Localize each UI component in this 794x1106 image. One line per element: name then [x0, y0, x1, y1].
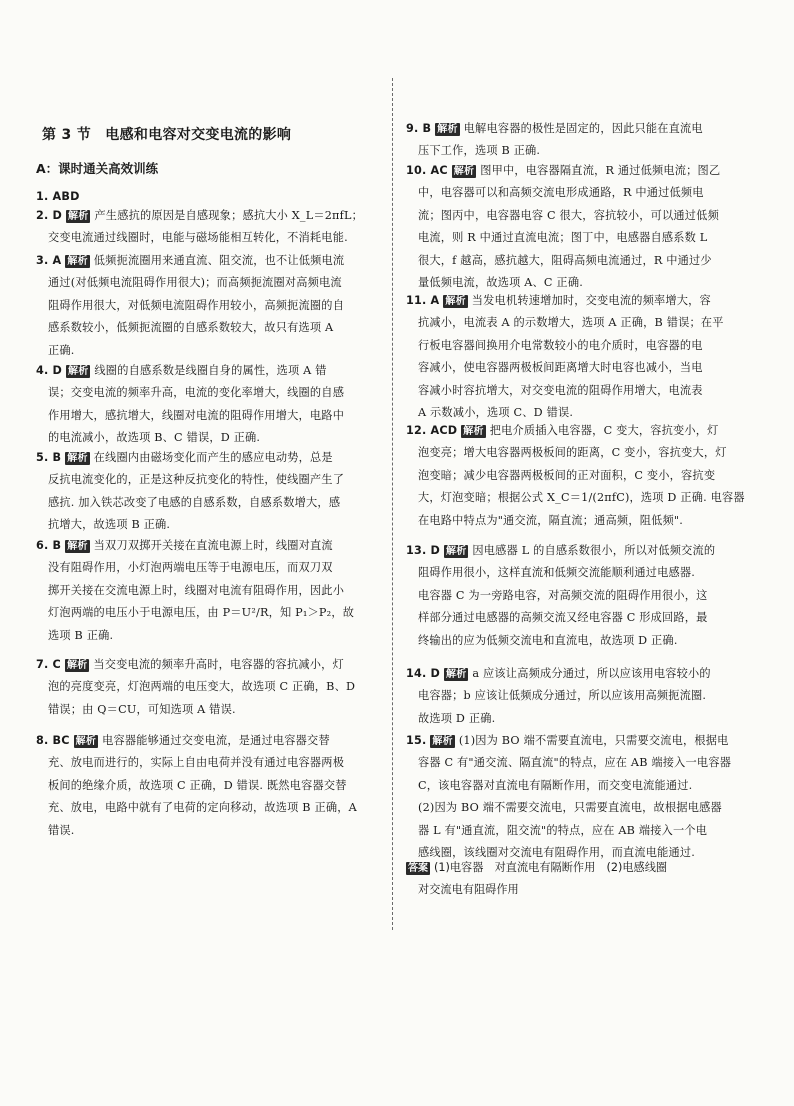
answer-item — [36, 730, 386, 842]
item-number: 13. D — [406, 544, 440, 557]
item-text: 当双刀双掷开关接在直流电源上时，线圈对直流 — [93, 539, 333, 552]
column-divider — [392, 78, 393, 930]
item-text-line: 感线圈，该线圈对交流电有阻碍作用，而直流电能通过. — [418, 846, 696, 860]
answer-item — [406, 290, 756, 424]
answer-item — [36, 360, 386, 450]
answer-item — [36, 447, 386, 537]
item-text-line: 感抗. 加入铁芯改变了电感的自感系数，自感系数增大，感 — [48, 495, 341, 509]
item-number: 1. ABD — [36, 190, 80, 203]
analysis-tag: 解析 — [67, 541, 88, 552]
subsection-title: A：课时通关高效训练 — [36, 161, 159, 176]
item-text-line: 的电流减小，故选项 B、C 错误，D 正确. — [48, 431, 261, 445]
item-text-line: 压下工作，选项 B 正确. — [418, 144, 541, 158]
item-number: 9. B — [406, 122, 432, 135]
answer-block — [406, 857, 756, 902]
item-first-line — [406, 420, 756, 442]
item-first-line — [36, 250, 386, 272]
item-text-line: 流；图丙中，电容器电容 C 很大，容抗较小，可以通过低频 — [418, 208, 719, 222]
analysis-tag: 解析 — [66, 660, 88, 671]
answer-item — [406, 730, 756, 864]
analysis-tag: 解析 — [67, 453, 88, 464]
item-text-line: 选项 B 正确. — [48, 628, 114, 642]
item-text-line: 量低频电流，故选项 A、C 正确. — [418, 276, 583, 290]
item-number: 11. A — [406, 294, 440, 307]
item-number: 10. AC — [406, 164, 448, 177]
item-text-line: 样部分通过电感器的高频交流又经电容器 C 形成回路，最 — [418, 611, 708, 625]
item-number: 15. — [406, 734, 427, 747]
answer-item — [406, 663, 756, 730]
item-text-line: 错误. — [48, 823, 75, 837]
item-text: 当交变电流的频率升高时，电容器的容抗减小，灯 — [93, 658, 344, 671]
item-text-line: 充、放电，电路中就有了电荷的定向移动，故选项 B 正确，A — [48, 801, 357, 815]
item-text-line: C，该电容器对直流电有隔断作用，而交变电流能通过. — [418, 778, 693, 792]
item-text: a 应该让高频成分通过，所以应该用电容较小的 — [472, 667, 711, 680]
analysis-tag: 解析 — [463, 426, 484, 437]
item-number: 12. ACD — [406, 424, 458, 437]
item-number: 6. B — [36, 539, 62, 552]
answer-line-1: (1)电容器 对直流电有隔断作用 (2)电感线圈 — [434, 861, 668, 874]
analysis-tag: 解析 — [446, 669, 467, 680]
item-number: 8. BC — [36, 734, 70, 747]
analysis-tag: 解析 — [453, 166, 475, 177]
item-text-line: A 示数减小，选项 C、D 错误. — [418, 406, 574, 420]
analysis-tag: 解析 — [67, 256, 88, 267]
item-text-line: 作用增大，感抗增大，线圈对电流的阻碍作用增大，电路中 — [48, 408, 345, 422]
item-text-line: 泡变亮；增大电容器两极板间的距离，C 变小，容抗变大，灯 — [418, 446, 727, 460]
analysis-tag: 解析 — [432, 736, 453, 747]
item-number: 7. C — [36, 658, 61, 671]
item-text-line: 没有阻碍作用，小灯泡两端电压等于电源电压，而双刀双 — [48, 561, 333, 575]
item-text-line: 容减小时容抗增大，对交变电流的阻碍作用增大，电流表 — [418, 383, 703, 397]
item-first-line — [36, 205, 386, 227]
item-first-line — [406, 663, 756, 685]
item-text-line: 故选项 D 正确. — [418, 711, 496, 725]
item-first-line — [406, 290, 756, 312]
answer-line-2: 对交流电有阻碍作用 — [418, 883, 519, 897]
item-text-line: 泡变暗；减少电容器两极板间的正对面积，C 变小，容抗变 — [418, 468, 716, 482]
analysis-tag: 解析 — [68, 366, 89, 377]
item-text-line: 灯泡两端的电压小于电源电压，由 P＝U²/R，知 P₁＞P₂，故 — [48, 606, 355, 620]
answer-item — [36, 535, 386, 647]
analysis-tag: 解析 — [437, 124, 458, 135]
answer-item — [406, 420, 756, 532]
answer-item — [36, 654, 386, 721]
analysis-tag: 解析 — [75, 736, 97, 747]
analysis-tag: 解析 — [446, 546, 467, 557]
answer-item — [36, 250, 386, 362]
item-first-line — [406, 730, 756, 752]
item-text-line: 在电路中特点为"通交流，隔直流；通高频，阻低频". — [418, 513, 683, 527]
item-text: 当发电机转速增加时，交变电流的频率增大，容 — [471, 294, 711, 307]
analysis-tag: 解析 — [445, 296, 466, 307]
item-text-line: 器 L 有"通直流，阻交流"的特点，应在 AB 端接入一个电 — [418, 823, 708, 837]
item-text: 电解电容器的极性是固定的，因此只能在直流电 — [463, 122, 703, 135]
item-text-line: 容减小，使电容器两极板间距离增大时电容也减小，当电 — [418, 361, 703, 375]
answer-item — [406, 540, 756, 652]
item-text-line: (2)因为 BO 端不需要交流电，只需要直流电，故根据电感器 — [418, 801, 722, 815]
item-number: 4. D — [36, 364, 63, 377]
answer-tag: 答案 — [408, 863, 428, 874]
item-text: 线圈的自感系数是线圈自身的属性，选项 A 错 — [94, 364, 327, 377]
item-text-line: 电流，则 R 中通过直流电流；图丁中，电感器自感系数 L — [418, 231, 708, 245]
item-text-line: 阻碍作用很小，这样直流和低频交流能顺利通过电感器. — [418, 566, 696, 580]
item-first-line — [406, 540, 756, 562]
item-text-line: 电容器；b 应该让低频成分通过，所以应该用高频扼流圈. — [418, 689, 707, 703]
item-first-line — [406, 160, 756, 182]
answer-item — [36, 205, 386, 250]
answer-item — [406, 118, 756, 163]
item-text-line: 感系数较小，低频扼流圈的自感系数较大，故只有选项 A — [48, 321, 334, 335]
item-first-line — [406, 118, 756, 140]
item-text-line: 容器 C 有"通交流、隔直流"的特点，应在 AB 端接入一电容器 — [418, 756, 732, 770]
item-first-line — [36, 447, 386, 469]
item-text: 低频扼流圈用来通直流、阻交流，也不让低频电流 — [93, 254, 345, 267]
item-number: 3. A — [36, 254, 62, 267]
item-text-line: 很大，f 越高，感抗越大，阻碍高频电流通过，R 中通过少 — [418, 253, 712, 267]
item-number: 2. D — [36, 209, 63, 222]
item-first-line — [36, 360, 386, 382]
item-text-line: 抗增大，故选项 B 正确. — [48, 518, 171, 532]
item-text-line: 通过(对低频电流阻碍作用很大)；而高频扼流圈对高频电流 — [48, 276, 342, 290]
item-text: (1)因为 BO 端不需要直流电，只需要交流电，根据电 — [458, 734, 729, 747]
item-text-line: 正确. — [48, 343, 75, 357]
item-text-line: 交变电流通过线圈时，电能与磁场能相互转化，不消耗电能. — [48, 231, 348, 245]
item-number: 14. D — [406, 667, 440, 680]
item-number: 5. B — [36, 451, 62, 464]
item-text-line: 掷开关接在交流电源上时，线圈对电流有阻碍作用，因此小 — [48, 583, 345, 597]
answer-item — [406, 160, 756, 294]
item-text: 因电感器 L 的自感系数很小，所以对低频交流的 — [472, 544, 716, 557]
item-text-line: 板间的绝缘介质，故选项 C 正确，D 错误. 既然电容器交替 — [48, 778, 347, 792]
item-text-line: 阻碍作用很大，对低频电流阻碍作用较小，高频扼流圈的自 — [48, 298, 345, 312]
analysis-tag: 解析 — [68, 211, 89, 222]
item-first-line — [36, 654, 386, 676]
item-text: 图甲中，电容器隔直流，R 通过低频电流；图乙 — [480, 164, 721, 177]
item-text-line: 中，电容器可以和高频交流电形成通路，R 中通过低频电 — [418, 186, 704, 200]
item-first-line — [36, 730, 386, 752]
item-text-line: 抗减小，电流表 A 的示数增大，选项 A 正确，B 错误；在平 — [418, 316, 724, 330]
item-text-line: 泡的亮度变亮，灯泡两端的电压变大，故选项 C 正确，B、D — [48, 680, 356, 694]
item-text-line: 电容器 C 为一旁路电容，对高频交流的阻碍作用很小，这 — [418, 588, 708, 602]
item-first-line — [36, 535, 386, 557]
item-text-line: 反抗电流变化的，正是这种反抗变化的特性，使线圈产生了 — [48, 473, 345, 487]
item-text-line: 行板电容器间换用介电常数较小的电介质时，电容器的电 — [418, 338, 703, 352]
section-title: 第 3 节 电感和电容对交变电流的影响 — [42, 127, 292, 143]
item-text-line: 大，灯泡变暗；根据公式 X_C＝1/(2πfC)，选项 D 正确. 电容器 — [418, 491, 745, 505]
item-text-line: 错误；由 Q＝CU，可知选项 A 错误. — [48, 702, 236, 716]
item-text-line: 终输出的应为低频交流电和直流电，故选项 D 正确. — [418, 633, 678, 647]
item-text-line: 误；交变电流的频率升高，电流的变化率增大，线圈的自感 — [48, 386, 345, 400]
item-text: 电容器能够通过交变电流，是通过电容器交替 — [102, 734, 330, 747]
item-text: 产生感抗的原因是自感现象；感抗大小 X_L＝2πfL； — [94, 209, 363, 222]
item-text: 在线圈内由磁场变化而产生的感应电动势，总是 — [93, 451, 333, 464]
item-text-line: 充、放电而进行的，实际上自由电荷并没有通过电容器两极 — [48, 756, 345, 770]
item-text: 把电介质插入电容器，C 变大，容抗变小，灯 — [489, 424, 719, 437]
